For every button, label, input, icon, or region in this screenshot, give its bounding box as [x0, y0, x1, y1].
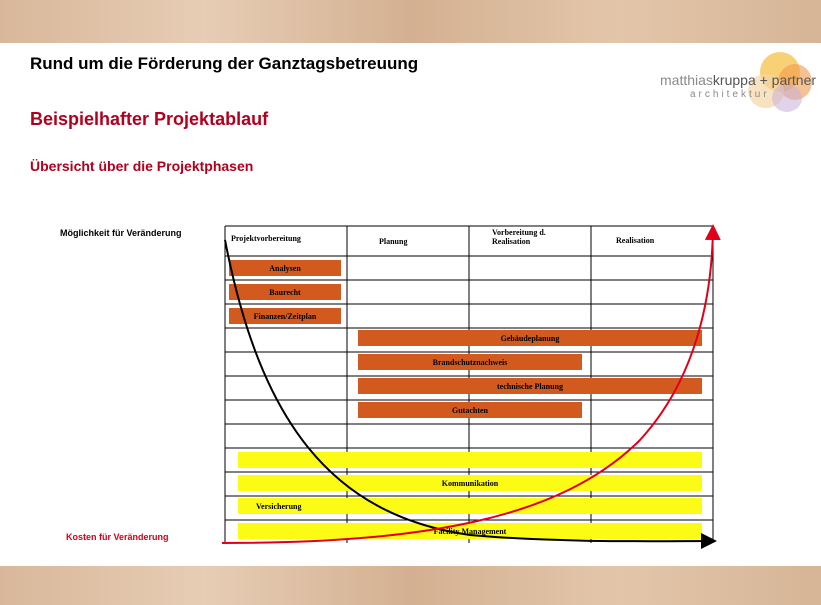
logo-tagline: architektur	[690, 89, 770, 100]
possibility-axis-label: Möglichkeit für Veränderung	[60, 228, 182, 238]
task-bar-technische-planung: technische Planung	[358, 378, 702, 394]
phase-header-realisation: Realisation	[616, 236, 655, 245]
task-bar-versicherung: Versicherung	[238, 498, 702, 514]
task-bar-gutachten: Gutachten	[358, 402, 582, 418]
page-subheading: Übersicht über die Projektphasen	[30, 158, 254, 174]
phase-header-planung: Planung	[379, 237, 408, 246]
phase-header-projektvorbereitung: Projektvorbereitung	[231, 234, 301, 243]
page-heading: Beispielhafter Projektablauf	[30, 109, 269, 129]
task-bar-analysen: Analysen	[229, 260, 341, 276]
cost-axis-label: Kosten für Veränderung	[66, 532, 169, 542]
task-bar-gebaeudeplanung: Gebäudeplanung	[358, 330, 702, 346]
possibility-curve	[225, 240, 713, 541]
task-bar-finanzen-zeitplan: Finanzen/Zeitplan	[229, 308, 341, 324]
logo-name-light: matthias	[660, 72, 713, 88]
phase-header-vorbereitung-realisation: Vorbereitung d. Realisation	[492, 228, 546, 246]
task-bar-brandschutznachweis: Brandschutznachweis	[358, 354, 582, 370]
logo-name-bold: kruppa + partner	[712, 72, 817, 88]
task-bar-baurecht: Baurecht	[229, 284, 341, 300]
slide-title: Rund um die Förderung der Ganztagsbetreuung	[30, 54, 419, 73]
task-bar-kommunikation: Kommunikation	[238, 475, 702, 491]
cost-curve	[222, 228, 713, 543]
task-bar-facility-management: Facility Management	[238, 523, 702, 539]
